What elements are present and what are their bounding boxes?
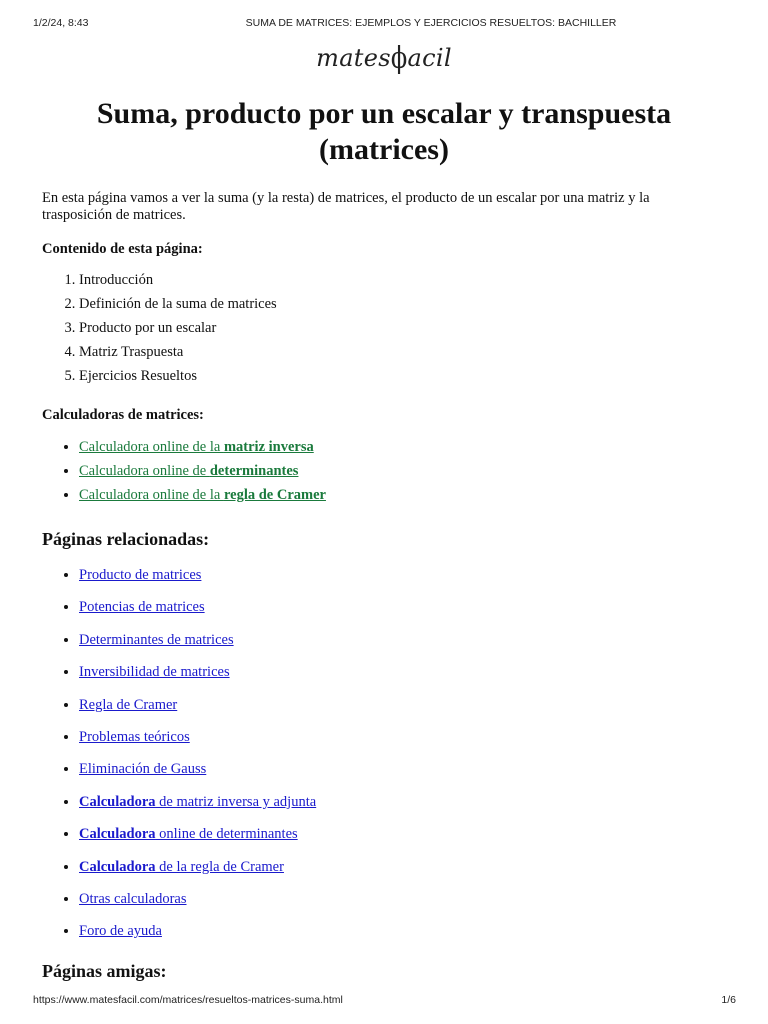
toc-item[interactable]	[79, 319, 277, 343]
related-link[interactable]	[79, 697, 177, 713]
intro-paragraph: En esta página vamos a ver la suma (y la resta) de matrices, el producto de un escalar por una matriz y la trasposición de matrices.	[42, 190, 650, 223]
link-text: online de determinantes	[155, 826, 298, 843]
link-text-bold: regla de Cramer	[223, 487, 326, 503]
logo-text-post: acil	[407, 44, 452, 72]
print-header	[0, 17, 768, 31]
logo-glyph: ϕ	[390, 40, 408, 76]
toc-item[interactable]	[79, 343, 277, 367]
link-text-bold: Calculadora	[79, 793, 156, 810]
calculators-label: Calculadoras de matrices:	[42, 407, 204, 423]
toc-item-label: Definición de la suma de matrices	[79, 296, 277, 312]
related-link[interactable]	[79, 859, 284, 875]
link-text: Regla de Cramer	[79, 696, 178, 713]
related-item	[79, 922, 316, 954]
toc-item-label: Ejercicios Resueltos	[79, 368, 197, 384]
link-text: de matriz inversa y adjunta	[155, 793, 317, 810]
related-item	[79, 825, 316, 857]
table-of-contents	[42, 271, 277, 391]
page-number: 1/6	[721, 994, 736, 1006]
calculator-item	[79, 486, 326, 510]
link-text: Inversibilidad de matrices	[79, 664, 230, 681]
print-title: SUMA DE MATRICES: EJEMPLOS Y EJERCICIOS RESUELTOS: BACHILLER	[245, 17, 617, 29]
related-item	[79, 566, 316, 598]
link-text: Determinantes de matrices	[79, 631, 234, 648]
related-link[interactable]	[79, 729, 190, 745]
related-link[interactable]	[79, 891, 187, 907]
calculator-item	[79, 462, 326, 486]
toc-item[interactable]	[79, 295, 277, 319]
calculator-link-inverse[interactable]	[79, 439, 314, 455]
related-link[interactable]	[79, 599, 205, 615]
related-link[interactable]	[79, 632, 234, 648]
toc-item[interactable]	[79, 367, 277, 391]
related-item	[79, 696, 316, 728]
link-text: Potencias de matrices	[79, 599, 205, 616]
link-text: de la regla de Cramer	[155, 858, 284, 875]
related-item	[79, 760, 316, 792]
link-text: Eliminación de Gauss	[79, 761, 207, 778]
link-text: Foro de ayuda	[79, 923, 162, 940]
link-text: Calculadora online de la	[79, 439, 224, 455]
friends-heading: Páginas amigas:	[42, 961, 167, 981]
toc-item[interactable]	[79, 271, 277, 295]
link-text-bold: Calculadora	[79, 858, 156, 875]
related-item	[79, 663, 316, 695]
calculator-item	[79, 438, 326, 462]
related-item	[79, 858, 316, 890]
toc-label: Contenido de esta página:	[42, 241, 203, 257]
link-text-bold: determinantes	[209, 463, 299, 479]
related-item	[79, 728, 316, 760]
page-title: Suma, producto por un escalar y transpuesta (matrices)	[96, 97, 672, 166]
link-text: Otras calculadoras	[79, 890, 187, 907]
link-text: Problemas teóricos	[79, 728, 190, 745]
related-heading: Páginas relacionadas:	[42, 529, 210, 549]
toc-item-label: Introducción	[79, 272, 154, 288]
related-link[interactable]	[79, 664, 230, 680]
link-text: Calculadora online de	[79, 463, 210, 479]
related-pages-list	[42, 566, 316, 955]
print-footer	[0, 994, 768, 1008]
logo-text-pre: mates	[316, 44, 391, 72]
related-item	[79, 631, 316, 663]
related-item	[79, 890, 316, 922]
link-text-bold: Calculadora	[79, 826, 156, 843]
link-text-bold: matriz inversa	[223, 439, 314, 455]
print-date: 1/2/24, 8:43	[33, 17, 89, 29]
link-text: Producto de matrices	[79, 567, 202, 583]
related-item	[79, 793, 316, 825]
site-logo[interactable]	[0, 40, 768, 76]
related-link[interactable]	[79, 826, 298, 842]
toc-item-label: Matriz Traspuesta	[79, 344, 184, 360]
link-text: Calculadora online de la	[79, 487, 224, 503]
related-link[interactable]	[79, 567, 201, 583]
related-link[interactable]	[79, 761, 206, 777]
calculator-link-cramer[interactable]	[79, 487, 326, 503]
calculators-list	[42, 438, 326, 510]
toc-item-label: Producto por un escalar	[79, 320, 217, 336]
related-item	[79, 598, 316, 630]
related-link[interactable]	[79, 794, 316, 810]
related-link[interactable]	[79, 923, 162, 939]
print-url: https://www.matesfacil.com/matrices/resueltos-matrices-suma.html	[33, 994, 343, 1006]
calculator-link-determinants[interactable]	[79, 463, 298, 479]
